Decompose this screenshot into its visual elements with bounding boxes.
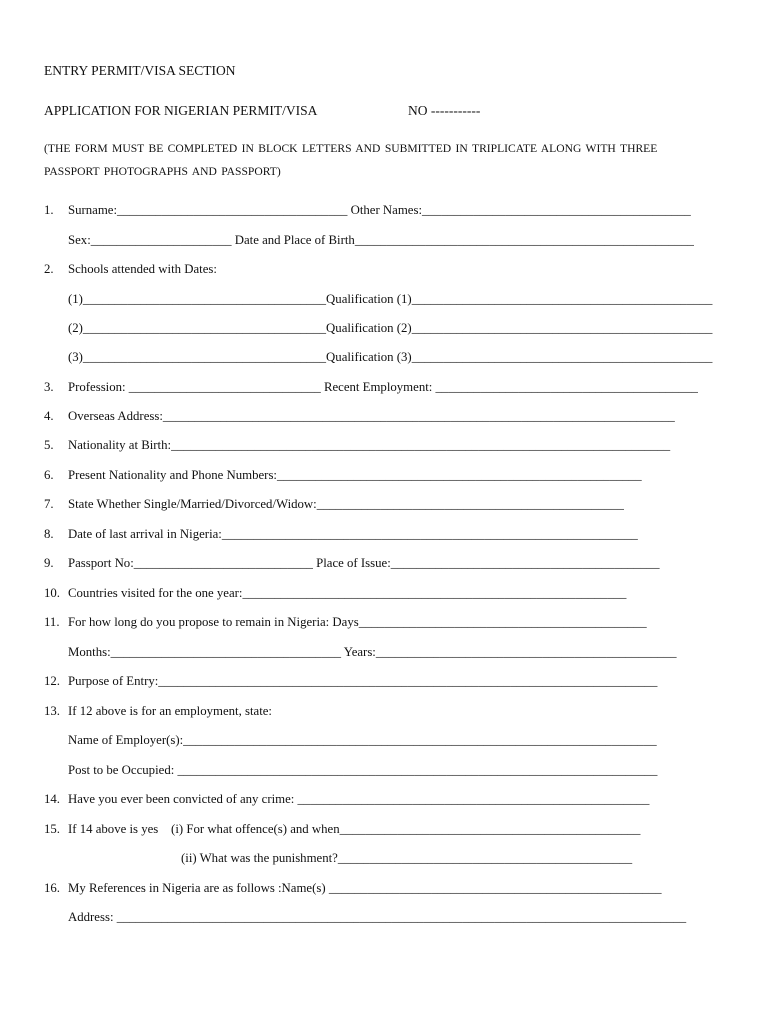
item-number-8: 8.: [44, 527, 54, 541]
instructions-line-2: PASSPORT PHOTOGRAPHS AND PASSPORT): [44, 165, 281, 178]
field-stay-duration-days[interactable]: For how long do you propose to remain in Nigeria: Days_____________________________________________: [68, 615, 647, 629]
field-sex-date-place-of-birth[interactable]: Sex:______________________ Date and Place of Birth_____________________________________________________: [68, 233, 694, 247]
item-number-10: 10.: [44, 586, 60, 600]
field-school-2-qualification-2[interactable]: (2)______________________________________Qualification (2)_______________________________________________: [68, 321, 713, 335]
field-present-nationality-phone[interactable]: Present Nationality and Phone Numbers:_________________________________________________________: [68, 468, 642, 482]
field-surname-other-names[interactable]: Surname:____________________________________ Other Names:__________________________________________: [68, 203, 691, 217]
field-profession-recent-employment[interactable]: Profession: ______________________________ Recent Employment: _________________________________________: [68, 380, 698, 394]
field-school-3-qualification-3[interactable]: (3)______________________________________Qualification (3)_______________________________________________: [68, 350, 713, 364]
item-number-16: 16.: [44, 881, 60, 895]
item-number-5: 5.: [44, 438, 54, 452]
field-overseas-address[interactable]: Overseas Address:________________________________________________________________________________: [68, 409, 675, 423]
item-number-13: 13.: [44, 704, 60, 718]
field-marital-status[interactable]: State Whether Single/Married/Divorced/Widow:________________________________________________: [68, 497, 624, 511]
employment-details-label: If 12 above is for an employment, state:: [68, 704, 272, 718]
field-stay-duration-months-years[interactable]: Months:____________________________________ Years:_______________________________________________: [68, 645, 677, 659]
item-number-6: 6.: [44, 468, 54, 482]
item-number-11: 11.: [44, 615, 60, 629]
field-post-to-be-occupied[interactable]: Post to be Occupied: ___________________________________________________________________________: [68, 763, 658, 777]
form-number: NO -----------: [408, 103, 481, 118]
field-offence-and-when[interactable]: If 14 above is yes (i) For what offence(s) and when_______________________________________________: [68, 822, 641, 836]
field-countries-visited[interactable]: Countries visited for the one year:____________________________________________________________: [68, 586, 627, 600]
field-punishment[interactable]: (ii) What was the punishment?______________________________________________: [181, 851, 633, 865]
item-number-14: 14.: [44, 792, 60, 806]
field-school-1-qualification-1[interactable]: (1)______________________________________Qualification (1)_______________________________________________: [68, 292, 713, 306]
field-convicted-of-crime[interactable]: Have you ever been convicted of any crime: _______________________________________________________: [68, 792, 650, 806]
item-number-2: 2.: [44, 262, 54, 276]
instructions-line-1: (THE FORM MUST BE COMPLETED IN BLOCK LETTERS AND SUBMITTED IN TRIPLICATE ALONG WITH THREE: [44, 142, 658, 155]
item-number-15: 15.: [44, 822, 60, 836]
section-title: ENTRY PERMIT/VISA SECTION: [44, 63, 236, 78]
field-references-address[interactable]: Address: _________________________________________________________________________________________: [68, 910, 687, 924]
item-number-3: 3.: [44, 380, 54, 394]
item-number-9: 9.: [44, 556, 54, 570]
field-date-last-arrival[interactable]: Date of last arrival in Nigeria:_________________________________________________________________: [68, 527, 638, 541]
form-title: APPLICATION FOR NIGERIAN PERMIT/VISA: [44, 103, 318, 118]
item-number-12: 12.: [44, 674, 60, 688]
field-references-names[interactable]: My References in Nigeria are as follows :Name(s) ____________________________________________________: [68, 881, 662, 895]
field-purpose-of-entry[interactable]: Purpose of Entry:______________________________________________________________________________: [68, 674, 658, 688]
item-number-7: 7.: [44, 497, 54, 511]
field-nationality-at-birth[interactable]: Nationality at Birth:______________________________________________________________________________: [68, 438, 671, 452]
schools-attended-label: Schools attended with Dates:: [68, 262, 217, 276]
field-passport-no-place-of-issue[interactable]: Passport No:____________________________ Place of Issue:__________________________________________: [68, 556, 660, 570]
item-number-4: 4.: [44, 409, 54, 423]
item-number-1: 1.: [44, 203, 54, 217]
field-name-of-employer[interactable]: Name of Employer(s):__________________________________________________________________________: [68, 733, 657, 747]
